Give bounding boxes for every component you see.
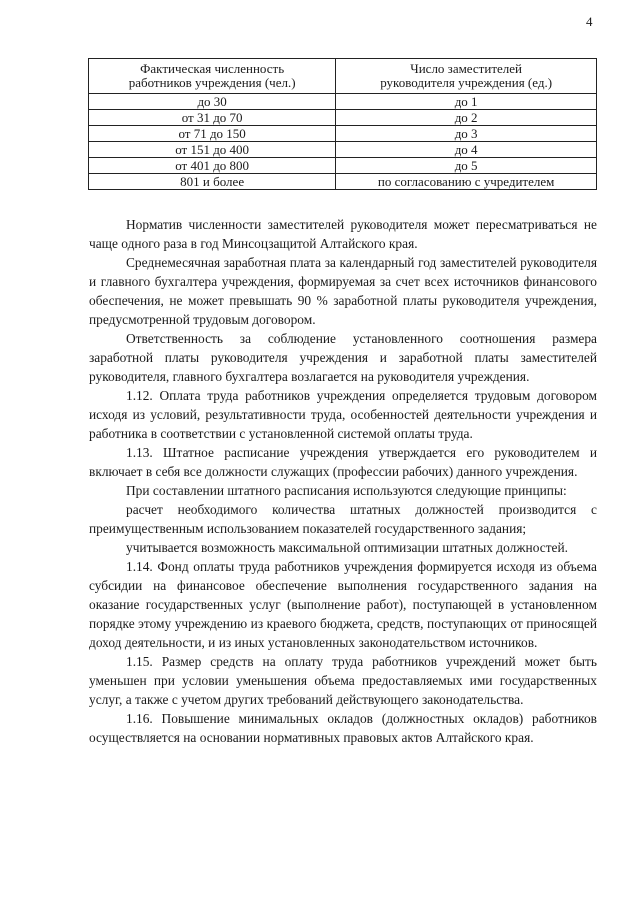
deputy-limit-cell: до 5 xyxy=(336,158,597,174)
paragraph-1-15: 1.15. Размер средств на оплату труда работников учреждений может быть уменьшен при условии уменьшения объема предоставляемых ими государственных услуг, а также с учетом других требований действующего законодательства. xyxy=(89,654,597,707)
paragraph-1-12: 1.12. Оплата труда работников учреждения определяется трудовым договором исходя из условий, результативности труда, особенностей деятельности учреждения и работника в соответствии с установленной системой оплаты труда. xyxy=(89,388,597,441)
table-header-row xyxy=(89,59,597,94)
table-row xyxy=(89,94,597,110)
staff-range-cell: от 71 до 150 xyxy=(89,126,336,142)
deputy-count-table xyxy=(88,58,597,190)
header-line: работников учреждения (чел.) xyxy=(128,75,296,90)
deputy-limit-cell: по согласованию с учредителем xyxy=(336,174,597,190)
paragraph-1-13: 1.13. Штатное расписание учреждения утверждается его руководителем и включает в себя все должности служащих (профессии рабочих) данного учреждения. xyxy=(89,445,597,479)
page-number: 4 xyxy=(586,14,593,29)
header-staff-count xyxy=(89,59,336,94)
body-text xyxy=(89,215,597,747)
deputy-limit-cell: до 2 xyxy=(336,110,597,126)
paragraph-1-16: 1.16. Повышение минимальных окладов (должностных окладов) работников осуществляется на основании нормативных правовых актов Алтайского края. xyxy=(89,711,597,745)
table-row xyxy=(89,126,597,142)
header-line: Число заместителей xyxy=(410,61,522,76)
header-line: Фактическая численность xyxy=(140,61,285,76)
deputy-limit-cell: до 4 xyxy=(336,142,597,158)
staff-range-cell: до 30 xyxy=(89,94,336,110)
staff-range-cell: от 31 до 70 xyxy=(89,110,336,126)
table-row xyxy=(89,142,597,158)
table-row xyxy=(89,174,597,190)
deputy-limit-cell: до 1 xyxy=(336,94,597,110)
table-row xyxy=(89,158,597,174)
paragraph-principle-2: учитывается возможность максимальной оптимизации штатных должностей. xyxy=(126,540,569,555)
deputy-limit-cell: до 3 xyxy=(336,126,597,142)
paragraph-deputy-norm-review: Норматив численности заместителей руководителя может пересматриваться не чаще одного раза в год Минсоцзащитой Алтайского края. xyxy=(89,217,597,251)
paragraph-1-14: 1.14. Фонд оплаты труда работников учреждения формируется исходя из объема субсидии на финансовое обеспечение выполнения государственного задания на оказание государственных услуг (выполнение работ), поступающей в установленном порядке этому учреждению из краевого бюджета, средств, поступающих от приносящей доход деятельности, и из иных установленных законодательством источников. xyxy=(89,559,597,650)
table-row xyxy=(89,110,597,126)
paragraph-salary-ratio-responsibility: Ответственность за соблюдение установленного соотношения размера заработной платы руководителя учреждения и заработной платы заместителей руководителя, главного бухгалтера возлагается на руководителя учреждения. xyxy=(89,331,597,384)
staff-range-cell: от 401 до 800 xyxy=(89,158,336,174)
paragraph-principles-intro: При составлении штатного расписания используются следующие принципы: xyxy=(126,483,567,498)
header-line: руководителя учреждения (ед.) xyxy=(380,75,553,90)
header-deputy-count xyxy=(336,59,597,94)
paragraph-principle-1: расчет необходимого количества штатных должностей производится с преимущественным использованием показателей государственного задания; xyxy=(89,502,597,536)
staff-range-cell: от 151 до 400 xyxy=(89,142,336,158)
paragraph-deputy-salary-limit: Среднемесячная заработная плата за календарный год заместителей руководителя и главного бухгалтера учреждения, формируемая за счет всех источников финансового обеспечения, не может превышать 90 % заработной платы руководителя учреждения, предусмотренной трудовым договором. xyxy=(89,255,597,327)
staff-range-cell: 801 и более xyxy=(89,174,336,190)
